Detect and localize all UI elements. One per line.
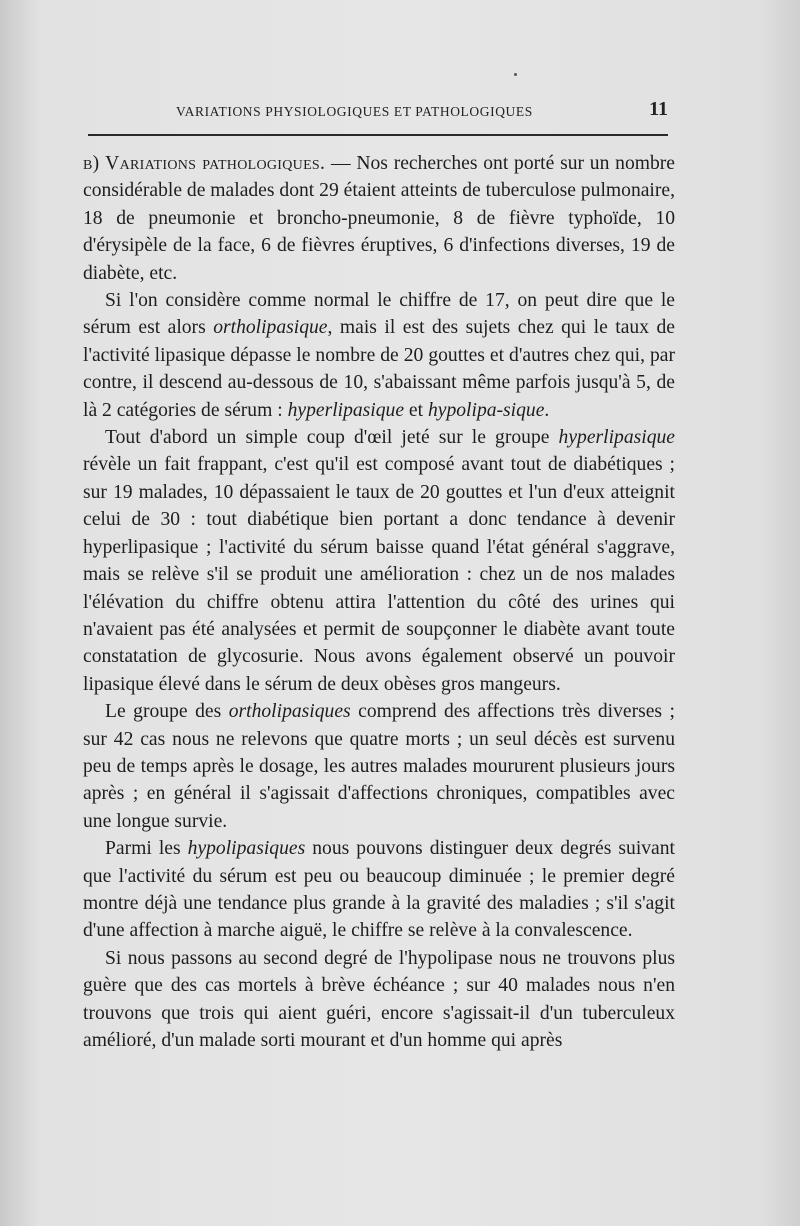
header-rule	[88, 134, 668, 136]
paragraph-text: .	[544, 399, 550, 421]
section-label: b) Variations pathologiques.	[83, 153, 326, 174]
running-title: VARIATIONS PHYSIOLOGIQUES ET PATHOLOGIQUES	[176, 104, 533, 119]
paragraph-text: et	[404, 399, 428, 421]
term-hypolipasiques: hypolipasiques	[187, 838, 306, 860]
body-text	[83, 150, 675, 1054]
page-number: 11	[649, 98, 668, 120]
paragraph-text: comprend des affections très diverses ; sur 42 cas nous ne relevons que quatre morts ; un seul décès est survenu peu de temps après le dosage, les autres malades moururent plusieurs jours après ; en général il s'agissait d'affections chroniques, compatibles avec une longue survie.	[83, 701, 675, 832]
paragraph-ortholipasique-group	[83, 698, 675, 835]
paragraph-text: Tout d'abord un simple coup d'œil jeté sur le groupe	[105, 427, 559, 449]
term-hyperlipasique: hyperlipasique	[287, 399, 405, 421]
term-ortholipasique: ortholipasique	[213, 317, 328, 339]
paragraph-text: Parmi les	[105, 838, 188, 860]
paragraph-hypolipasique-group	[83, 835, 675, 945]
paragraph-text: — Nos recherches ont porté sur un nombre considérable de malades dont 29 étaient atteints de tuberculose pulmonaire, 18 de pneumonie et broncho-pneumonie, 8 de fièvre typhoïde, 10 d'érysipèle de la face, 6 de fièvres éruptives, 6 d'infections diverses, 19 de diabète, etc.	[83, 153, 676, 284]
term-ortholipasiques: ortholipasiques	[228, 701, 351, 723]
paragraph-text: , mais il est des sujets chez qui le taux de l'activité lipasique dépasse le nombre de 20 gouttes et d'autres chez qui, par contre, il descend au-dessous de 10, s'abaissant même parfois jusqu'à 5, de là 2 catégories de sérum :	[83, 317, 675, 421]
paragraph-text: nous pouvons distinguer deux degrés suivant que l'activité du sérum est peu ou beaucoup diminuée ; le premier degré montre déjà une tendance plus grande à la gravité des maladies ; s'il s'agit d'une affection à marche aiguë, le chiffre se relève à la convalescence.	[83, 838, 675, 942]
paragraph-text: Si l'on considère comme normal le chiffre de 17, on peut dire que le sérum est alors	[83, 290, 675, 339]
paragraph-text: révèle un fait frappant, c'est qu'il est composé avant tout de diabétiques ; sur 19 malades, 10 dépassaient le taux de 20 gouttes et l'un d'eux atteignit celui de 30 : tout diabétique bien portant a donc tendance à devenir hyperlipasique ; l'activité du sérum baisse quand l'état général s'aggrave, mais se relève s'il se produit une amélioration : chez un de nos malades l'élévation du chiffre obtenu attira l'attention du côté des urines qui n'avaient pas été analysées et permit de soupçonner le diabète avant toute constatation de glycosurie. Nous avons également observé un pouvoir lipasique élevé dans le sérum de deux obèses gros mangeurs.	[83, 454, 675, 695]
term-hyperlipasique: hyperlipasique	[558, 427, 675, 449]
term-hypolipasique: hypolipa-sique	[427, 399, 545, 421]
paragraph-serum-categories	[83, 287, 675, 424]
paragraph-second-degree	[83, 945, 675, 1055]
paragraph-text: Si nous passons au second degré de l'hypolipase nous ne trouvons plus guère que des cas mortels à brève échéance ; sur 40 malades nous n'en trouvons que trois qui aient guéri, encore s'agissait-il d'un tuberculeux amélioré, d'un malade sorti mourant et d'un homme qui après	[83, 947, 675, 1051]
paragraph-hyperlipasique-group	[83, 424, 675, 698]
print-speck	[514, 73, 517, 76]
running-head	[80, 100, 668, 128]
paragraph-pathological-variations	[83, 150, 675, 287]
paragraph-text: Le groupe des	[105, 701, 229, 723]
